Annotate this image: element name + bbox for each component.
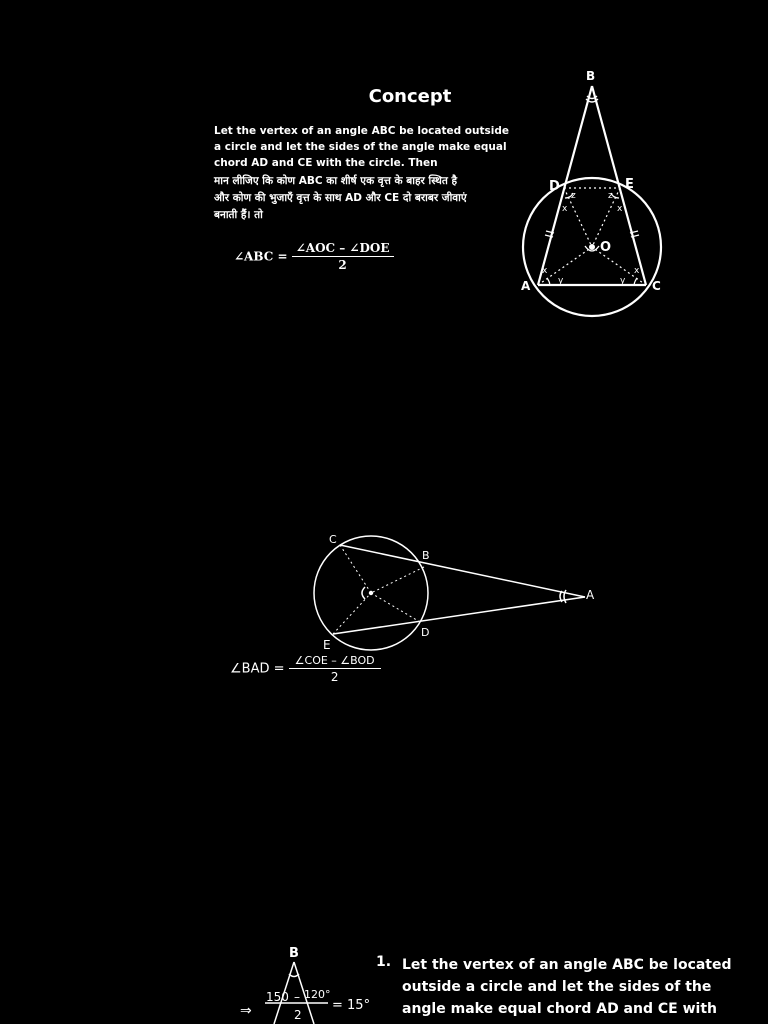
concept-line-hindi-3: बनाती हैं। तो: [214, 209, 263, 221]
label-d: D: [549, 179, 560, 194]
center-point: [589, 244, 595, 250]
bad-formula: [230, 654, 381, 684]
label-d: D: [421, 626, 430, 639]
label-a: A: [586, 588, 595, 602]
secant-ae: [333, 597, 585, 634]
num-left: 150: [266, 990, 289, 1004]
label-o: O: [600, 240, 612, 255]
bottom-work: [240, 940, 380, 1024]
label-a: A: [521, 279, 531, 293]
concept-geometry-diagram: [505, 60, 675, 325]
concept-title: Concept: [368, 86, 452, 107]
bottom-denominator: 2: [294, 1008, 302, 1022]
label-b: B: [586, 69, 596, 83]
label-c: C: [652, 279, 661, 293]
item-number: 1.: [376, 954, 392, 970]
label-z-right: z: [608, 191, 613, 201]
bad-formula-numerator: ∠COE – ∠BOD: [289, 654, 381, 669]
label-x-lower-right: x: [634, 266, 640, 276]
label-e: E: [323, 638, 331, 652]
label-x-upper-right: x: [617, 204, 623, 214]
formula-fraction: [292, 241, 394, 272]
formula-denominator: 2: [338, 258, 347, 272]
item-line-3: angle make equal chord AD and CE with: [402, 1001, 717, 1017]
radius-od: [564, 188, 592, 247]
concept-line-3: chord AD and CE with the circle. Then: [214, 157, 438, 169]
angle-a-arc-2: [564, 590, 566, 603]
label-b: B: [422, 549, 430, 562]
radius-ob: [371, 567, 424, 593]
num-minus: –: [294, 990, 300, 1004]
implies-symbol: ⇒: [240, 1003, 252, 1019]
label-x-upper-left: x: [562, 204, 568, 214]
radius-oe: [333, 593, 371, 634]
angle-a-arc: [560, 591, 562, 602]
radius-od: [371, 593, 420, 622]
angle-o-arc: [362, 587, 365, 599]
formula-lhs: ∠ABC =: [234, 249, 288, 264]
side-bc: [592, 86, 646, 285]
secant-diagram: [300, 525, 610, 655]
center-point: [369, 591, 373, 595]
formula-numerator: ∠AOC – ∠DOE: [292, 241, 394, 257]
label-z-left: z: [571, 191, 576, 201]
bottom-label-b: B: [289, 946, 299, 961]
label-c: C: [329, 533, 337, 546]
bottom-result: = 15°: [332, 998, 371, 1013]
label-y-left: y: [558, 276, 564, 286]
concept-line-hindi-1: मान लीजिए कि कोण ABC का शीर्ष एक वृत्त के बाहर स्थित है: [214, 175, 458, 187]
concept-line-2: a circle and let the sides of the angle make equal: [214, 141, 507, 153]
num-right: 120°: [304, 988, 331, 1001]
concept-line-hindi-2: और कोण की भुजाएँ वृत्त के साथ AD और CE दो बराबर जीवाएं: [214, 192, 467, 204]
bad-formula-denominator: 2: [330, 670, 339, 684]
label-y-right: y: [620, 276, 626, 286]
concept-line-1: Let the vertex of an angle ABC be located outside: [214, 125, 509, 137]
side-ba: [538, 86, 592, 285]
label-x-lower-left: x: [542, 266, 548, 276]
item-line-1: Let the vertex of an angle ABC be located: [402, 957, 732, 973]
bad-formula-lhs: ∠BAD =: [230, 661, 285, 677]
secant-ac: [340, 545, 585, 597]
bad-formula-fraction: [289, 654, 381, 684]
radius-oe: [592, 188, 620, 247]
bottom-angle-arc: [289, 974, 299, 977]
concept-formula: [234, 241, 394, 272]
radius-oc: [340, 545, 371, 593]
label-e: E: [625, 177, 634, 192]
item-line-2: outside a circle and let the sides of the: [402, 979, 712, 995]
